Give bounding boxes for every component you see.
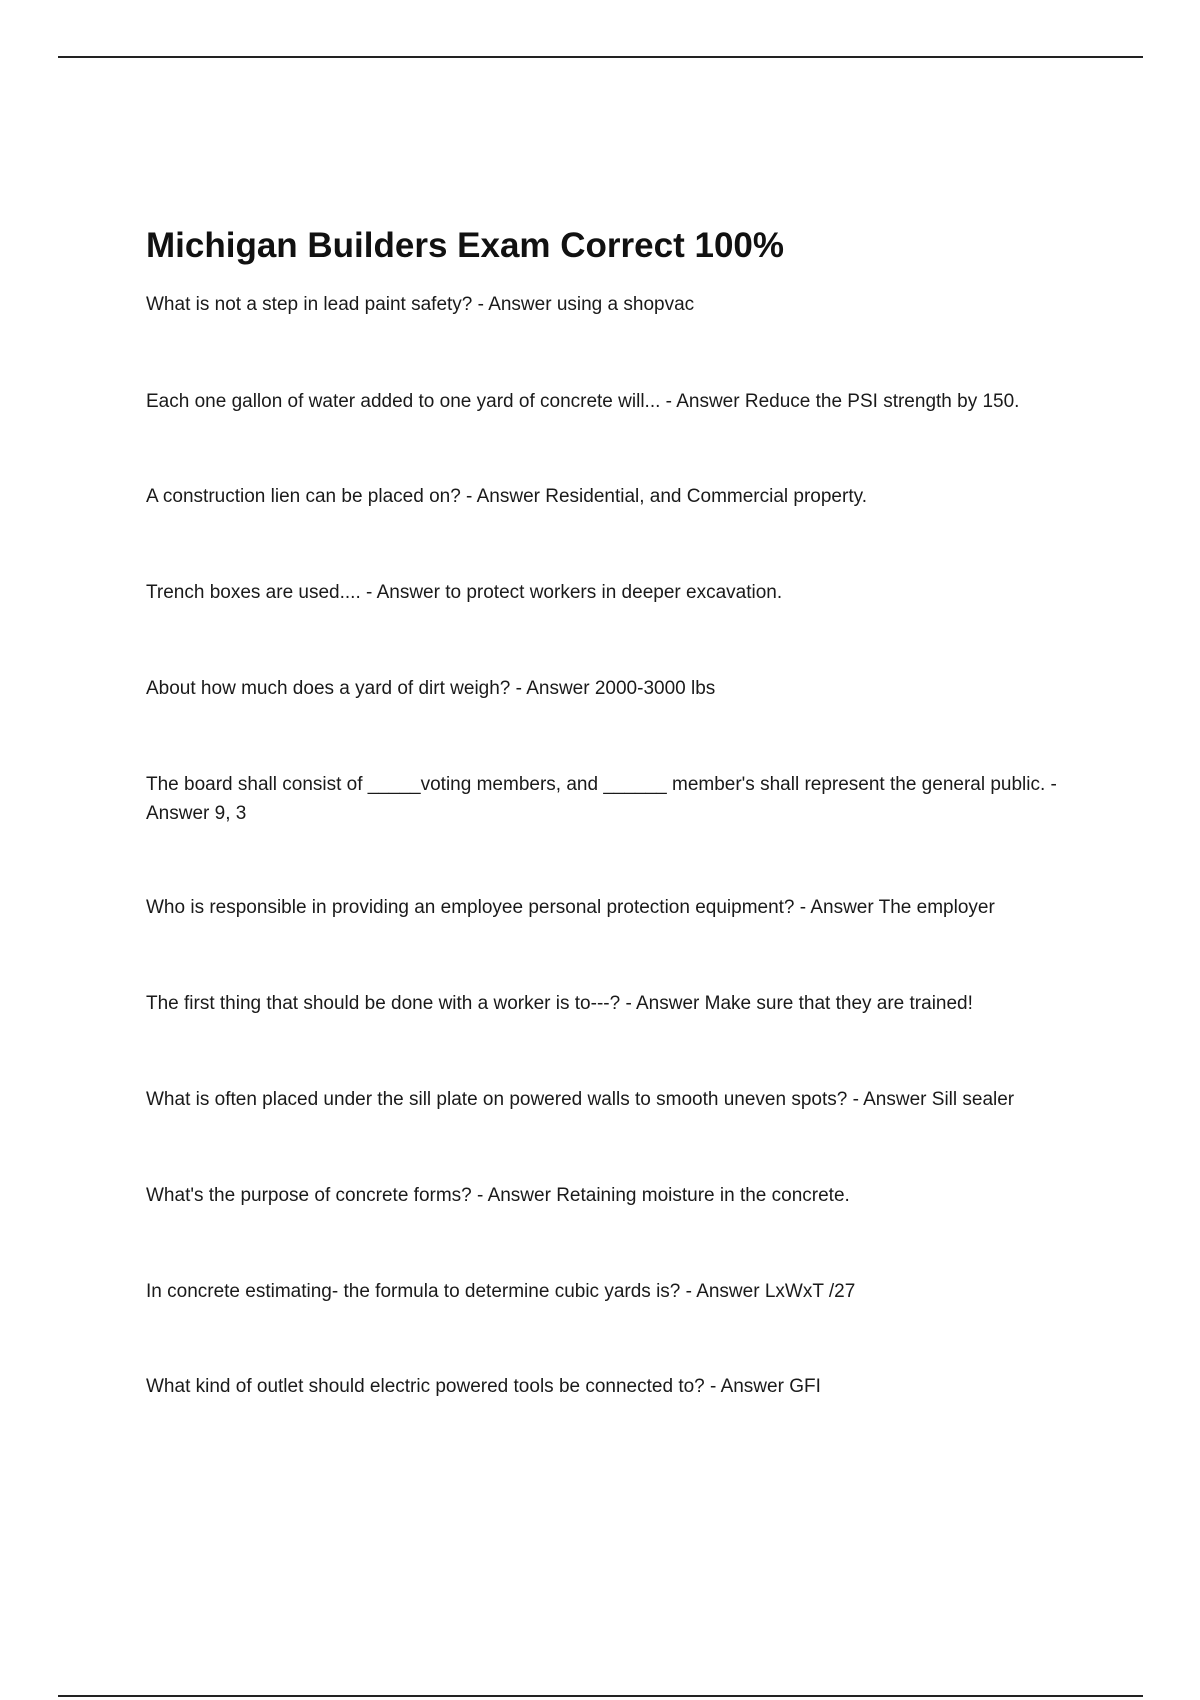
qa-item: The first thing that should be done with a worker is to---? - Answer Make sure that they are trained! bbox=[146, 993, 973, 1014]
qa-item: The board shall consist of _____voting members, and ______ member's shall represent the general public. - Answer 9, 3 bbox=[146, 774, 1057, 824]
qa-item: Who is responsible in providing an employee personal protection equipment? - Answer The employer bbox=[146, 897, 995, 918]
header-rule bbox=[58, 56, 1143, 58]
footer-rule bbox=[58, 1695, 1143, 1697]
qa-item: A construction lien can be placed on? - Answer Residential, and Commercial property. bbox=[146, 486, 867, 507]
qa-item: What kind of outlet should electric powered tools be connected to? - Answer GFI bbox=[146, 1376, 821, 1397]
qa-item: In concrete estimating- the formula to determine cubic yards is? - Answer LxWxT /27 bbox=[146, 1281, 856, 1302]
qa-item: Trench boxes are used.... - Answer to protect workers in deeper excavation. bbox=[146, 582, 783, 603]
document-title: Michigan Builders Exam Correct 100% bbox=[146, 226, 784, 265]
qa-item: Each one gallon of water added to one yard of concrete will... - Answer Reduce the PSI strength by 150. bbox=[146, 391, 1020, 412]
qa-item: What's the purpose of concrete forms? - Answer Retaining moisture in the concrete. bbox=[146, 1185, 850, 1206]
qa-item: What is not a step in lead paint safety? - Answer using a shopvac bbox=[146, 294, 695, 315]
qa-item: About how much does a yard of dirt weigh? - Answer 2000-3000 lbs bbox=[146, 678, 716, 699]
qa-item: What is often placed under the sill plate on powered walls to smooth uneven spots? - Answer Sill sealer bbox=[146, 1089, 1015, 1110]
